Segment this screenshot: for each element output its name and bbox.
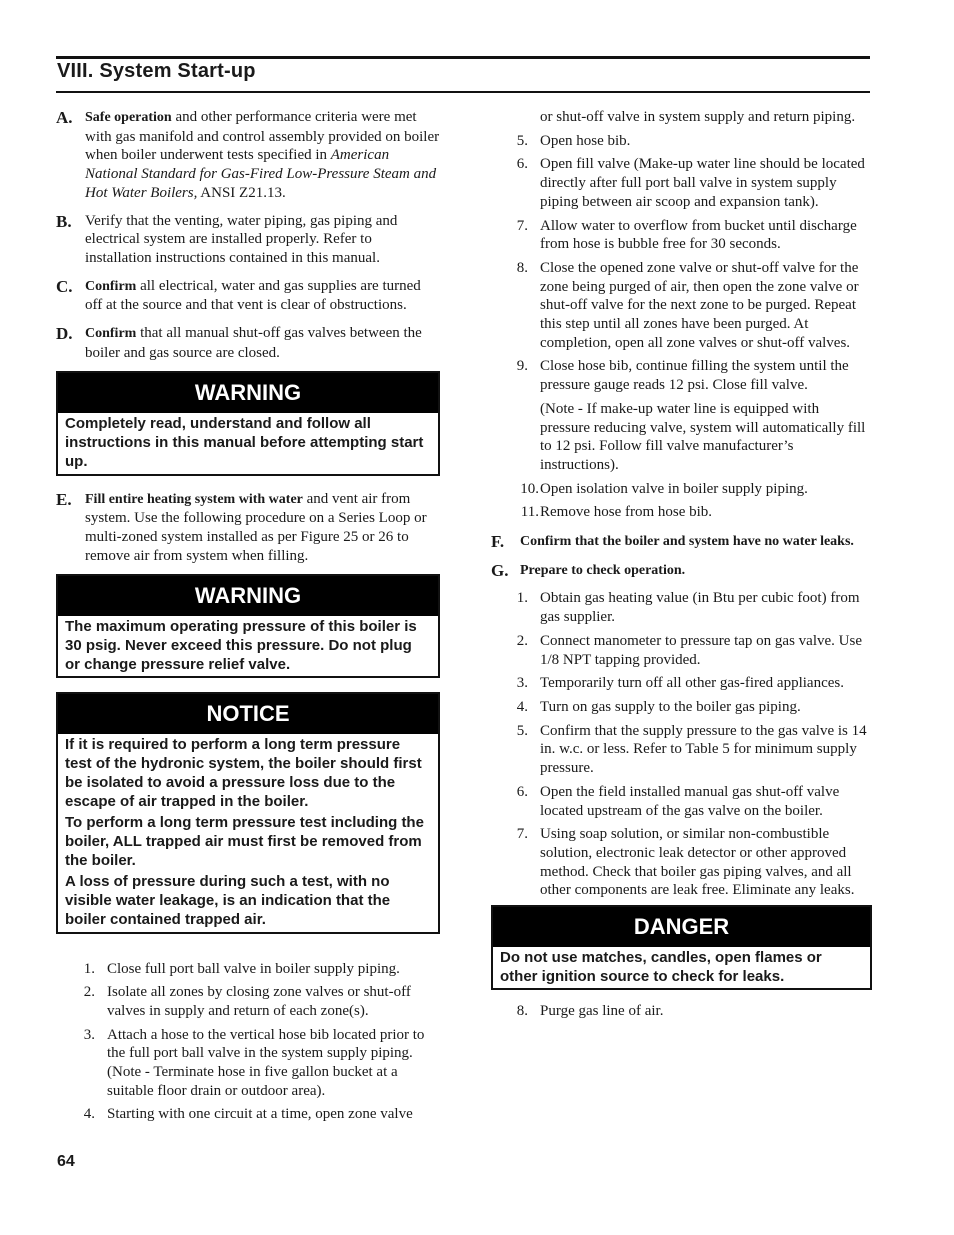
step-number: 5. xyxy=(516,132,528,149)
step-text: Obtain gas heating value (in Btu per cubic foot) from gas supplier. xyxy=(540,590,860,626)
step-note: (Note - If make-up water line is equipped with pressure reducing valve, system will automatically fill to 12 psi. Follow fill valve manufacturer’s instructions). xyxy=(540,400,866,473)
step-text: Open isolation valve in boiler supply piping. xyxy=(540,480,808,497)
section-a-text2: ANSI Z21.13. xyxy=(197,184,286,201)
section-f-bold: Confirm that the boiler and system have no water leaks. xyxy=(520,534,854,550)
section-a-text1: and other performance criteria were met with gas manifold and control assembly provided on boiler when boiler underwent tests specified in xyxy=(85,109,440,164)
section-e-bold: Fill entire heating system with water xyxy=(85,491,303,507)
warning-body xyxy=(58,616,438,676)
step-text: Remove hose from hose bib. xyxy=(540,504,713,521)
section-letter: F. xyxy=(491,532,505,552)
notice-paragraph: If it is required to perform a long term pressure test of the hydronic system, the boiler should first be isolated to avoid a pressure loss due to the escape of air trapped in the boiler. xyxy=(65,736,422,810)
step-text: Confirm that the supply pressure to the gas valve is 14 in. w.c. or less. Refer to Table 5 for minimum supply pressure. xyxy=(540,722,867,777)
step-text: Allow water to overflow from bucket until discharge from hose is bubble free for 30 seconds. xyxy=(540,217,857,253)
step-number: 4. xyxy=(83,1106,95,1123)
step-text-block xyxy=(540,357,872,474)
section-letter: D. xyxy=(56,324,73,344)
list-item xyxy=(56,983,440,1020)
section-d xyxy=(56,324,440,362)
list-item xyxy=(491,783,872,820)
step-number: 11. xyxy=(520,504,539,521)
section-c xyxy=(56,277,440,315)
section-b xyxy=(56,212,440,268)
header-rule-top xyxy=(56,56,870,59)
list-item xyxy=(491,722,872,778)
step-text: Open hose bib. xyxy=(540,132,631,149)
list-item xyxy=(491,132,872,151)
step-text: Open fill valve (Make-up water line should be located directly after full port ball valve in system supply piping between air scoop and expansion tank). xyxy=(540,156,865,210)
step-text: Turn on gas supply to the boiler gas piping. xyxy=(540,698,801,715)
fill-steps-list xyxy=(56,960,440,1125)
section-g-bold: Prepare to check operation. xyxy=(520,562,686,578)
section-title: VIII. System Start-up xyxy=(57,60,256,82)
section-a-italic: American National Standard for Gas-Fired Low-Pressure Steam and Hot Water Boilers, xyxy=(85,147,437,201)
section-f xyxy=(491,532,872,552)
step-number: 3. xyxy=(516,675,528,692)
step-text: Starting with one circuit at a time, open zone valve xyxy=(107,1106,413,1123)
notice-paragraph: A loss of pressure during such a test, with no visible water leakage, is an indication that the boiler contained trapped air. xyxy=(65,873,391,928)
list-item xyxy=(491,480,872,499)
warning-box-max-pressure xyxy=(56,574,440,678)
section-a-text xyxy=(85,108,440,203)
step-number: 2. xyxy=(83,984,95,1001)
danger-text: Do not use matches, candles, open flames or other ignition source to check for leaks. xyxy=(500,949,822,985)
list-item xyxy=(56,960,440,979)
section-b-text: Verify that the venting, water piping, gas piping and electrical system are installed properly. Refer to installation instructions contained in this manual. xyxy=(85,212,398,266)
step-text: Attach a hose to the vertical hose bib located prior to the full port ball valve in the system supply piping. (Note - Terminate hose in five gallon bucket at a suitable floor drain or outdoor area). xyxy=(107,1026,425,1099)
section-e-body: and vent air from system. Use the following procedure on a Series Loop or multi-zoned system installed as per Figure 25 or 26 to remove air from system when filling. xyxy=(85,490,427,564)
section-d-text xyxy=(85,324,440,362)
list-item xyxy=(491,698,872,717)
step-number: 1. xyxy=(83,960,95,977)
notice-box-pressure-test xyxy=(56,692,440,933)
step-text: Close hose bib, continue filling the system until the pressure gauge reads 12 psi. Close fill valve. xyxy=(540,358,849,394)
step-number: 6. xyxy=(516,783,528,800)
notice-header: NOTICE xyxy=(58,694,438,734)
step-number: 3. xyxy=(83,1026,95,1043)
list-item xyxy=(491,589,872,626)
step-text: Isolate all zones by closing zone valves or shut-off valves in supply and return of each zone(s). xyxy=(107,984,411,1019)
section-f-text xyxy=(520,532,872,552)
step-text: Open the field installed manual gas shut-off valve located upstream of the gas valve on the boiler. xyxy=(540,783,840,819)
left-column xyxy=(56,108,440,1129)
list-item xyxy=(491,259,872,353)
step-number: 4. xyxy=(516,698,528,715)
step-number: 5. xyxy=(516,722,528,739)
notice-body xyxy=(58,734,438,931)
step-continuation: or shut-off valve in system supply and return piping. xyxy=(540,109,856,125)
section-letter: A. xyxy=(56,108,73,127)
step-text: Close the opened zone valve or shut-off valve for the zone being purged of air, then open the zone valve or shut-off valve for the next zone to be purged. Repeat this step until all zones have been purged. At completion, open all zone valves or shut-off valves. xyxy=(540,259,859,351)
danger-body xyxy=(493,947,870,988)
step-number: 2. xyxy=(516,632,528,649)
step-number: 1. xyxy=(516,590,528,607)
step-number: 10. xyxy=(520,480,539,497)
list-item xyxy=(56,1026,440,1101)
step-number: 9. xyxy=(516,358,528,375)
section-g-text xyxy=(520,561,872,581)
list-item xyxy=(491,503,872,522)
section-c-body: all electrical, water and gas supplies are turned off at the source and that vent is clear of obstructions. xyxy=(85,277,421,314)
warning-box-read-instructions xyxy=(56,371,440,475)
section-g xyxy=(491,561,872,581)
warning-body xyxy=(58,413,438,473)
section-a xyxy=(56,108,440,203)
section-d-bold: Confirm xyxy=(85,326,137,342)
warning-header: WARNING xyxy=(58,373,438,413)
danger-header: DANGER xyxy=(493,907,870,947)
check-operation-steps xyxy=(491,589,872,900)
danger-box-ignition xyxy=(491,905,872,990)
page-number: 64 xyxy=(57,1153,75,1170)
step-number: 7. xyxy=(516,826,528,843)
warning-text: The maximum operating pressure of this boiler is 30 psig. Never exceed this pressure. Do not plug or change pressure relief valve. xyxy=(65,618,417,673)
section-c-text xyxy=(85,277,440,315)
section-letter: B. xyxy=(56,211,72,231)
section-letter: E. xyxy=(56,489,72,509)
step-text: Temporarily turn off all other gas-fired appliances. xyxy=(540,675,844,692)
list-item xyxy=(491,825,872,900)
warning-text: Completely read, understand and follow all instructions in this manual before attempting start up. xyxy=(65,415,424,470)
list-item xyxy=(56,1105,440,1124)
list-item xyxy=(491,674,872,693)
step-text: Using soap solution, or similar non-combustible solution, electronic leak detector or other approved method. Check that boiler gas piping valves, and all other components are leak free. Eliminate any leaks. xyxy=(540,826,855,899)
right-column xyxy=(491,108,872,1026)
step-text: Close full port ball valve in boiler supply piping. xyxy=(107,960,400,977)
check-operation-steps-continued xyxy=(491,1002,872,1021)
section-e xyxy=(56,490,440,566)
section-letter: C. xyxy=(56,276,73,296)
warning-header: WARNING xyxy=(58,576,438,616)
fill-steps-list-continued xyxy=(491,132,872,522)
list-item xyxy=(491,155,872,211)
section-a-bold: Safe operation xyxy=(85,110,172,125)
header-rule-bottom xyxy=(56,91,870,93)
step-text: Purge gas line of air. xyxy=(540,1003,664,1020)
section-c-bold: Confirm xyxy=(85,278,137,294)
step-number: 6. xyxy=(516,156,528,173)
list-item xyxy=(491,1002,872,1021)
notice-paragraph: To perform a long term pressure test including the boiler, ALL trapped air must first be removed from the boiler. xyxy=(65,814,424,869)
step-number: 8. xyxy=(516,1003,528,1020)
section-e-text xyxy=(85,490,440,566)
list-item xyxy=(491,357,872,474)
section-letter: G. xyxy=(491,560,509,580)
list-item xyxy=(491,632,872,669)
step-number: 7. xyxy=(516,217,528,234)
step-text: Connect manometer to pressure tap on gas valve. Use 1/8 NPT tapping provided. xyxy=(540,632,862,668)
section-d-body: that all manual shut-off gas valves between the boiler and gas source are closed. xyxy=(85,325,422,361)
list-item xyxy=(491,217,872,254)
step-number: 8. xyxy=(516,259,528,276)
